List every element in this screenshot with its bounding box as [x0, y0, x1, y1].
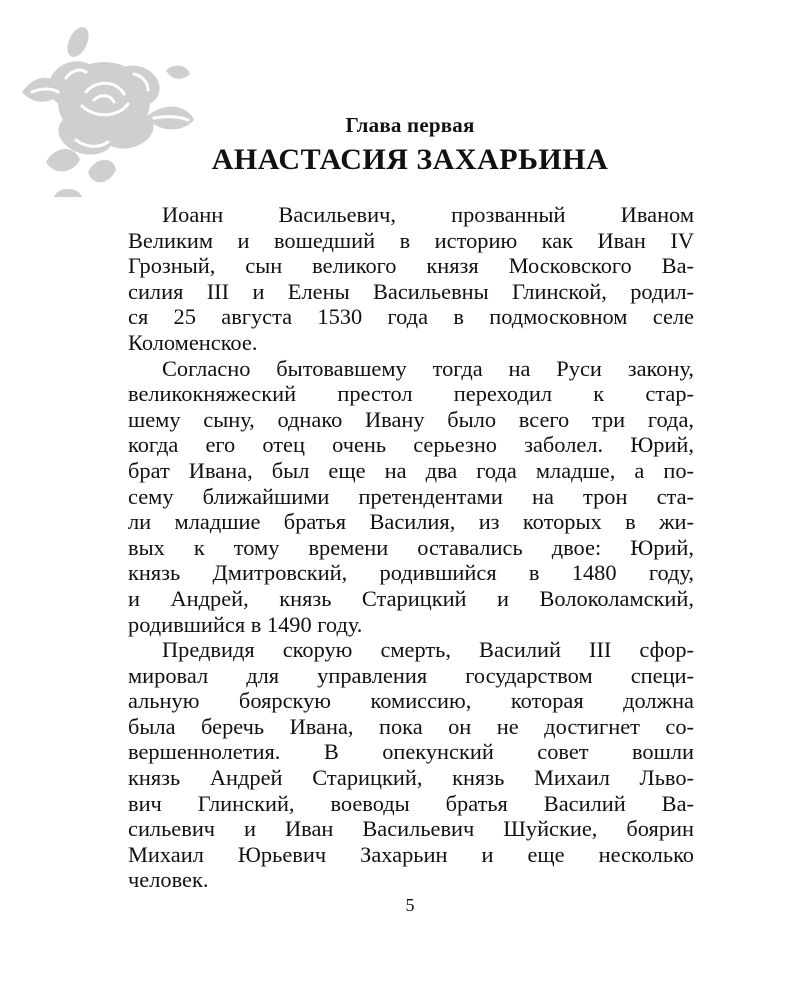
text-line: когда его отец очень серьезно заболел. Юрий,	[128, 432, 694, 458]
text-line: вых к тому времени оставались двое: Юрий,	[128, 534, 694, 560]
text-line: ся 25 августа 1530 года в подмосковном селе	[128, 304, 694, 330]
text-line: Коломенское.	[128, 329, 258, 355]
text-line: ли младшие братья Василия, из которых в жи-	[128, 509, 694, 535]
text-line: Иоанн Васильевич, прозванный Иваном	[162, 202, 694, 227]
text-line: человек.	[128, 867, 209, 893]
chapter-title: АНАСТАСИЯ ЗАХАРЬИНА	[211, 143, 609, 176]
text-line: Грозный, сын великого князя Московского Ва-	[128, 253, 694, 279]
text-line: великокняжеский престол переходил к стар-	[128, 381, 694, 407]
text-line: альную боярскую комиссию, которая должна	[128, 688, 694, 714]
text-line: родившийся в 1490 году.	[128, 611, 363, 637]
paragraph	[128, 356, 694, 638]
paragraph	[128, 202, 694, 356]
chapter-label: Глава первая	[345, 113, 475, 137]
body-text	[128, 202, 694, 893]
text-line: сему ближайшими претендентами на трон ста-	[128, 483, 694, 509]
text-line: вич Глинский, воеводы братья Василий Ва-	[128, 790, 694, 816]
text-line: Михаил Юрьевич Захарьин и еще несколько	[128, 841, 694, 867]
text-line: Согласно бытовавшему тогда на Руси закону,	[162, 355, 694, 381]
text-line: силия III и Елены Васильевны Глинской, родил-	[128, 278, 694, 304]
text-line: князь Андрей Старицкий, князь Михаил Льво-	[128, 765, 694, 791]
text-line: Предвидя скорую смерть, Василий III сфор-	[162, 637, 694, 663]
page-number: 5	[405, 895, 415, 915]
text-line: была беречь Ивана, пока он не достигнет со-	[128, 713, 694, 739]
text-line: сильевич и Иван Васильевич Шуйские, боярин	[128, 816, 694, 842]
text-line: князь Дмитровский, родившийся в 1480 году,	[128, 560, 694, 586]
text-line: шему сыну, однако Ивану было всего три года,	[128, 406, 694, 432]
text-line: мировал для управления государством специ-	[128, 662, 694, 688]
text-line: Великим и вошедший в историю как Иван IV	[128, 227, 694, 253]
paragraph	[128, 637, 694, 893]
text-line: и Андрей, князь Старицкий и Волоколамский,	[128, 585, 694, 611]
text-line: вершеннолетия. В опекунский совет вошли	[128, 739, 694, 765]
text-line: брат Ивана, был еще на два года младше, а по-	[128, 457, 694, 483]
